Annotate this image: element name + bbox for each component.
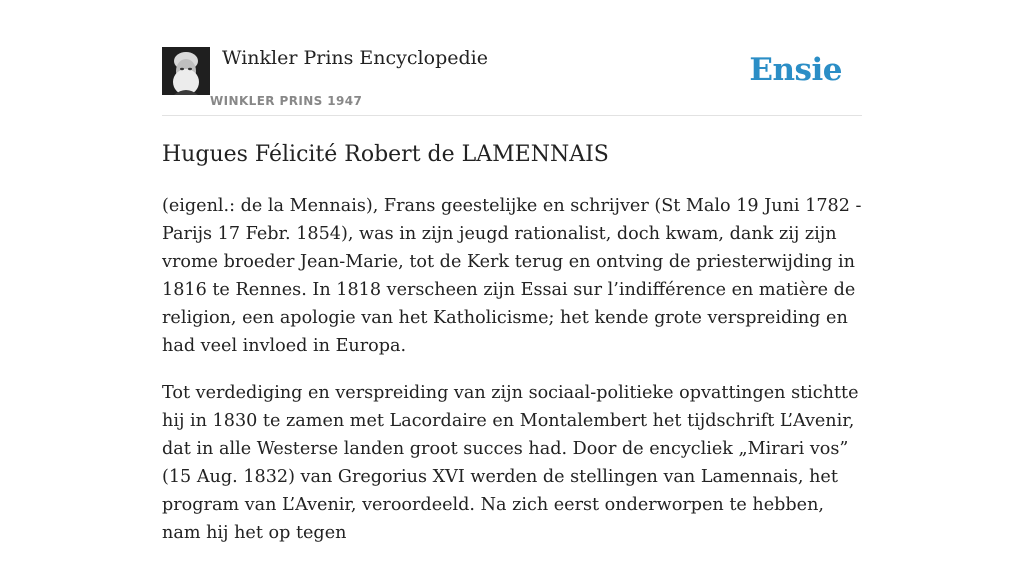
article-title: Hugues Félicité Robert de LAMENNAIS [162,142,609,167]
article-body [162,192,864,566]
article-paragraph: (eigenl.: de la Mennais), Frans geestelijke en schrijver (St Malo 19 Juni 1782 - Parijs 17 Febr. 1854), was in zijn jeugd rationalist, doch kwam, dank zij zijn vrome broeder Jean-Marie, tot de Kerk terug en ontving de priesterwijding in 1816 te Rennes. In 1818 verscheen zijn Essai sur l’indifférence en matière de religion, een apologie van het Katholicisme; het kende grote verspreiding en had veel invloed in Europa. [162,196,862,356]
header-divider [162,115,862,116]
portrait-avatar-icon[interactable] [162,47,210,95]
brand-logo[interactable]: Ensie [749,52,842,88]
article-paragraph: Tot verdediging en verspreiding van zijn sociaal-politieke opvattingen stichtte hij in 1830 te zamen met Lacordaire en Montalembert het tijdschrift L’Avenir, dat in alle Westerse landen groot succes had. Door de encycliek „Mirari vos” (15 Aug. 1832) van Gregorius XVI werden de stellingen van Lamennais, het program van L’Avenir, veroordeeld. Na zich eerst onderworpen te hebben, nam hij het op tegen [162,383,859,543]
site-subtitle[interactable]: WINKLER PRINS 1947 [210,94,363,108]
site-header [162,46,862,116]
site-title[interactable]: Winkler Prins Encyclopedie [222,47,488,69]
